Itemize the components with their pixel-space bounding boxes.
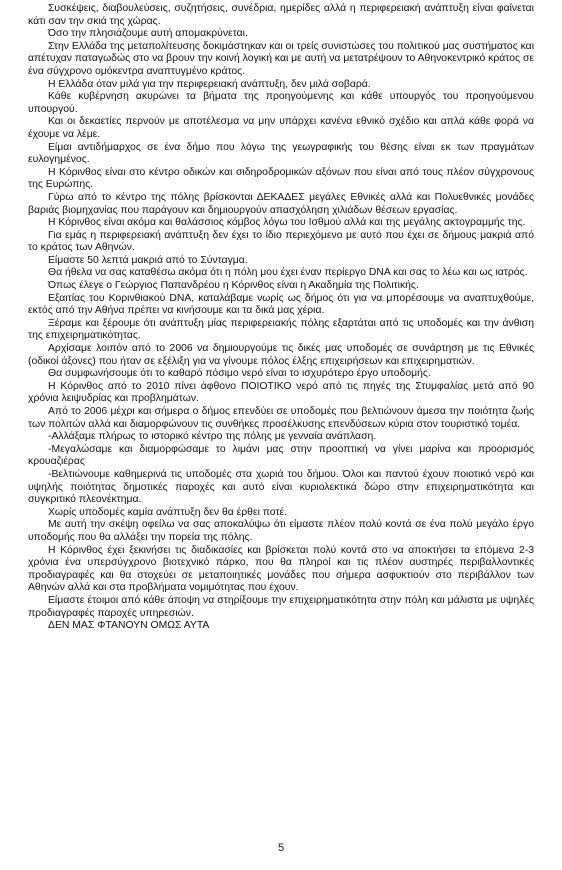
page-number: 5 bbox=[277, 842, 285, 854]
paragraph: Η Κόρινθος έχει ξεκινήσει τις διαδικασίες και βρίσκεται πολύ κοντά στο να αποκτήσει τα επόμενα 2-3 χρόνια ένα υπερσύγχρονο βιοτεχνικό πάρκο, που θα πληροί και τις πλέον αυστηρές περιβαλλοντικές προδιαγραφές και θα στοχεύει σε μεταποιητικές μονάδες που σήμερα ασφυκτιούν στο περιβάλλον των Αθηνών αλλά και στα προβλήματα νομιμότητας που έχουν. bbox=[28, 544, 534, 594]
paragraph: Εξαιτίας του Κορινθιακού DNA, καταλάβαμε νωρίς ως δήμος ότι για να μπορέσουμε να αναπτυχθούμε, εκτός από την Αθήνα πρέπει να κινήσουμε και τα δικά μας χέρια. bbox=[28, 292, 534, 317]
paragraph: Κάθε κυβέρνηση ακυρώνει τα βήματα της προηγούμενης και κάθε υπουργός του προηγούμενου υπουργού. bbox=[28, 91, 534, 115]
paragraph: Η Κόρινθος από το 2010 πίνει άφθονο ΠΟΙΟΤΙΚΟ νερό από τις πηγές της Στυμφαλίας μετά από 90 χρόνια λειψυδρίας και προβλημάτων. bbox=[28, 380, 534, 405]
paragraph: Γύρω από το κέντρο της πόλης βρίσκονται ΔΕΚΑΔΕΣ μεγάλες Εθνικές αλλά και Πολυεθνικές μονάδες βαριάς βιομηχανίας που παράγουν και δημιουργούν απασχόληση χιλιάδων θέσεων εργασίας. bbox=[28, 191, 534, 216]
paragraph: Είμαστε έτοιμοι από κάθε άποψη να στηρίξουμε την επιχειρηματικότητα στην πόλη και μάλιστα με υψηλές προδιαγραφές παροχές υπηρεσιών. bbox=[28, 594, 534, 619]
paragraph: Είμαστε 50 λεπτά μακριά από το Σύνταγμα. bbox=[48, 254, 248, 266]
paragraph: Με αυτή την σκέψη οφείλω να σας αποκαλύψω ότι είμαστε πλέον πολύ κοντά σε ένα πολύ μεγάλο έργο υποδομής που θα αλλάξει την πορεία της πόλης. bbox=[28, 519, 534, 543]
paragraph: Χωρίς υποδομές καμία ανάπτυξη δεν θα έρθει ποτέ. bbox=[48, 506, 288, 518]
document-body bbox=[28, 3, 534, 633]
paragraph: -Αλλάξαμε πλήρως το ιστορικό κέντρο της πόλης με γενναία ανάπλαση. bbox=[48, 431, 377, 443]
paragraph: -Μεγαλώσαμε και διαμορφώσαμε το λιμάνι μας στην προοπτική να γίνει μαρίνα και προορισμός κρουαζιέρας bbox=[28, 443, 534, 468]
paragraph: Όπως έλεγε ο Γεώργιος Παπανδρέου η Κόρινθος είναι η Ακαδημία της Πολιτικής. bbox=[48, 280, 419, 292]
paragraph: Η Ελλάδα όταν μιλά για την περιφερειακή ανάπτυξη, δεν μιλά σοβαρά. bbox=[48, 78, 371, 90]
paragraph: ΔΕΝ ΜΑΣ ΦΤΑΝΟΥΝ ΟΜΩΣ ΑΥΤΑ bbox=[48, 620, 210, 632]
paragraph: Συσκέψεις, διαβουλεύσεις, συζητήσεις, συνέδρια, ημερίδες αλλά η περιφερειακή ανάπτυξη είναι φαίνεται κάτι σαν την σκιά της χώρας. bbox=[28, 3, 534, 27]
paragraph: Στην Ελλάδα της μεταπολίτευσης δοκιμάστηκαν και οι τρείς συνιστώσες του πολιτικού μας συστήματος και απέτυχαν παταγωδώς στο να βρουν την κοινή λογική και με αυτή να μετατρέψουν το Αθηνοκεντρικό κράτος σε ένα σύγχρονο ομόκεντρα αναπτυγμένο κράτος. bbox=[28, 40, 534, 77]
paragraph: Είμαι αντιδήμαρχος σε ένα δήμο που λόγω της γεωγραφικής του θέσης είναι εκ των πραγμάτων ευλογημένος. bbox=[28, 141, 534, 166]
paragraph: Ξέραμε και ξέρουμε ότι ανάπτυξη μίας περιφερειακής πόλης εξαρτάται από τις υποδομές και την άνθιση της επιχειρηματικότητας. bbox=[28, 317, 534, 342]
paragraph: Η Κόρινθος είναι ακόμα και θαλάσσιος κόμβος λόγω του Ισθμού αλλά και της μεγάλης ακτογραμμής της. bbox=[48, 217, 526, 229]
paragraph: Και οι δεκαετίες περνούν με αποτέλεσμα να μην υπάρχει κανένα εθνικό σχέδιο και απλά κάθε φορά να έχουμε να λέμε. bbox=[28, 116, 534, 140]
paragraph: Όσο την πλησιάζουμε αυτή απομακρύνεται. bbox=[48, 28, 248, 40]
paragraph: Η Κόρινθος είναι στο κέντρο οδικών και σιδηροδρομικών αξόνων που είναι από τους πλέον σύγχρονους της Ευρώπης. bbox=[28, 166, 534, 191]
paragraph: Θα ήθελα να σας καταθέσω ακόμα ότι η πόλη μου έχει έναν περίεργο DNA και σας το λέω και ως ιατρός. bbox=[48, 267, 528, 279]
paragraph: Για εμάς η περιφερειακή ανάπτυξη δεν έχει το ίδιο περιεχόμενο με αυτό που έχει σε δήμους μακριά από το κράτος των Αθηνών. bbox=[28, 229, 534, 254]
paragraph: Θα συμφωνήσουμε ότι το καθαρό πόσιμο νερό είναι το ισχυρότερο έργο υποδομής. bbox=[48, 368, 431, 380]
paragraph: -Βελτιώνουμε καθημερινά τις υποδομές στα χωριά του δήμου. Όλοι και παντού έχουν ποιοτικό νερό και υψηλής ποιότητας δημοτικές παροχές και αυτό είναι κυριολεκτικά δώρο στην επιχειρηματικότητα και συγκριτικό πλεονέκτημα. bbox=[28, 468, 534, 506]
paragraph: Από το 2006 μέχρι και σήμερα ο δήμος επενδύει σε υποδομές που βελτιώνουν άμεσα την ποιότητα ζωής των πολιτών αλλά και διαμορφώνουν τις συνθήκες προσέλκυσης επενδύσεων κύρια στον τουριστικό τομέα. bbox=[28, 406, 534, 430]
paragraph: Αρχίσαμε λοιπόν από το 2006 να δημιουργούμε τις δικές μας υποδομές σε συνάρτηση με τις Εθνικές (οδικοί άξονες) που ήταν σε εξέλιξη για να γίνουμε πόλος έλξης επιχειρήσεων και επιχειρηματιών. bbox=[28, 343, 534, 367]
